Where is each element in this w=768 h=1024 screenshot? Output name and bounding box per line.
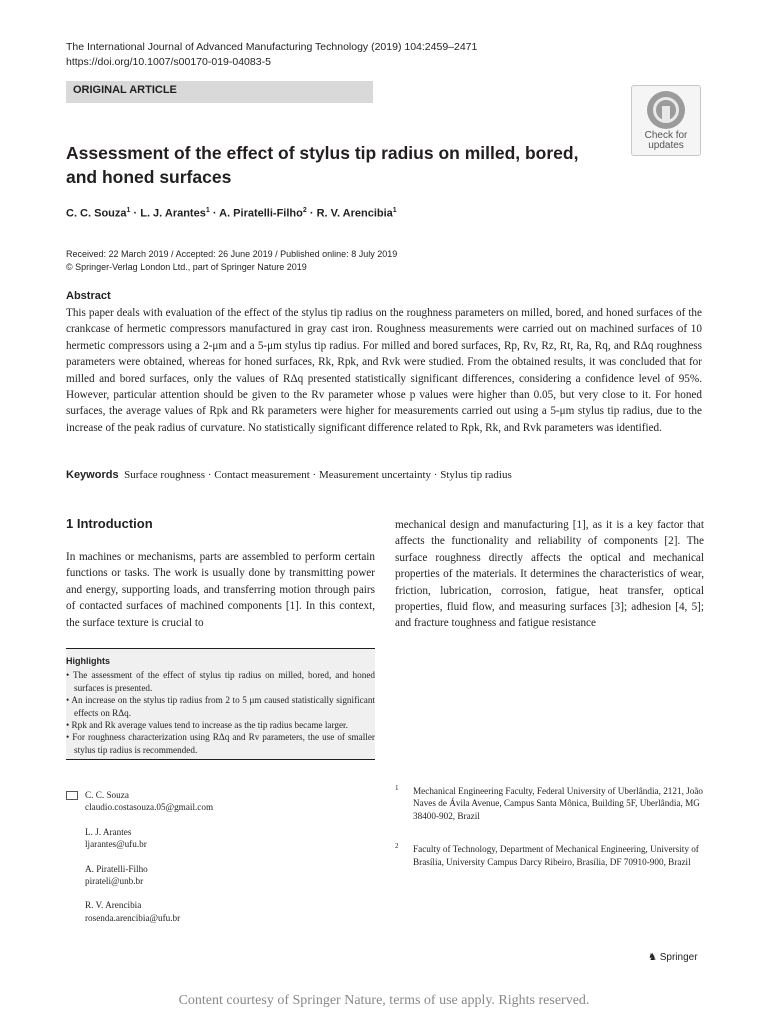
affiliation-entry — [395, 785, 705, 822]
author-name[interactable]: R. V. Arencibia — [316, 207, 393, 220]
check-for-updates-badge[interactable] — [631, 85, 701, 156]
check-label-2: updates — [648, 140, 684, 151]
doi-link[interactable]: https://doi.org/10.1007/s00170-019-04083-5 — [66, 56, 271, 68]
journal-citation: The International Journal of Advanced Manufacturing Technology (2019) 104:2459–2471 — [66, 41, 478, 53]
contact-name: C. C. Souza — [85, 790, 129, 800]
copyright-line: © Springer-Verlag London Ltd., part of Springer Nature 2019 — [66, 262, 307, 272]
contact-email[interactable]: ljarantes@ufu.br — [85, 839, 147, 850]
crossmark-icon — [647, 91, 685, 129]
journal-header — [66, 40, 477, 70]
highlight-item: • For roughness characterization using RΔq and Rv parameters, the use of smaller stylus tip radius is recommended. — [66, 732, 375, 755]
footer-notice: Content courtesy of Springer Nature, terms of use apply. Rights reserved. — [178, 993, 590, 1008]
contact-email[interactable]: pirateli@unb.br — [85, 876, 144, 887]
author-list: C. C. Souza$^1$ · L. J. Arantes$^1$ · A. Piratelli-Filho$^2$ · R. V. Arencibia$^1$ — [66, 207, 397, 220]
affiliation-text: Mechanical Engineering Faculty, Federal University of Uberlândia, 2121, João Naves de Ávila Avenue, Campus Santa Mônica, Building 5F, Uberlândia, MG 38400-902, Brazil — [413, 786, 703, 821]
intro-paragraph-left: In machines or mechanisms, parts are assembled to perform certain functions or tasks. The work is usually done by transmitting power and energy, supporting loads, and transferring motion through pairs of contacted surfaces of machined components [1]. In this context, the surface texture is crucial to — [66, 551, 375, 629]
dates-line: Received: 22 March 2019 / Accepted: 26 June 2019 / Published online: 8 July 2019 — [66, 249, 398, 259]
affiliation-text: Faculty of Technology, Department of Mechanical Engineering, University of Brasília, University Campus Darcy Ribeiro, Brasília, DF 70910-900, Brazil — [413, 844, 699, 867]
publication-dates — [66, 248, 397, 274]
highlight-item: • The assessment of the effect of stylus tip radius on milled, bored, and honed surfaces is presented. — [66, 670, 375, 693]
affiliation-entry — [395, 843, 705, 868]
contact-entry — [66, 899, 366, 924]
affiliations — [395, 785, 705, 882]
keywords-list: Surface roughness · Contact measurement · Measurement uncertainty · Stylus tip radius — [124, 469, 512, 481]
envelope-icon — [66, 791, 78, 800]
contact-entry — [66, 789, 366, 814]
contact-name: A. Piratelli-Filho — [85, 863, 148, 874]
contact-email[interactable]: rosenda.arencibia@ufu.br — [85, 912, 181, 923]
highlight-item: • Rpk and Rk average values tend to increase as the tip radius became larger. — [66, 720, 348, 731]
article-type-banner: ORIGINAL ARTICLE — [66, 81, 373, 103]
contact-entry — [66, 826, 366, 851]
abstract-body: This paper deals with evaluation of the effect of the stylus tip radius on the roughness parameters on milled, bored, and honed surfaces of the crankcase of hermetic compressors manufactured in gray cast iron. Roughness measurements were carried out on machined surfaces of 10 hermetic compressors using a 2-μm and a 5-μm stylus tip radius. For milled and bored surfaces, Rp, Rv, Rz, Rt, Ra, Rq, and RΔq roughness parameters were obtained, whereas for honed surfaces, Rk, Rpk, and Rvk were studied. From the obtained results, it was concluded that for milled and bored surfaces, only the values of RΔq presented statistically significant differences, considering a confidence level of 95%. However, particular attention should be given to the Rv parameter whose p values were higher than 0.05, but very close to it. For honed surfaces, the average values of Rpk and Rk parameters were higher for measurements carried out using a 5-μm stylus tip radius, due to the increase of the peak radius of curvature. No statistically significant difference related to Rpk, Rk, and Rvk parameters was identified. — [66, 307, 702, 434]
intro-paragraph-right: mechanical design and manufacturing [1], as it is a key factor that affects the functionality and reliability of components [2]. The surface roughness directly affects the optical and mechanical properties of the materials. It determines the characteristics of wear, friction, lubrication, corrosion, fatigue, heat transfer, optical properties, fluid flow, and measuring surfaces [3]; adhesion [4, 5]; and fracture toughness and fatigue resistance — [395, 519, 704, 630]
contact-name: L. J. Arantes — [85, 826, 132, 837]
contact-name: R. V. Arencibia — [85, 900, 142, 911]
author-name[interactable]: A. Piratelli-Filho — [219, 207, 303, 220]
author-contacts — [66, 789, 366, 936]
keywords-label: Keywords — [66, 469, 119, 481]
contact-email[interactable]: claudio.costasouza.05@gmail.com — [85, 802, 214, 813]
publisher-logo: ♞ Springer — [648, 952, 698, 963]
springer-horse-icon: ♞ — [648, 952, 657, 963]
affiliation-number: 1 — [395, 784, 399, 792]
author-name[interactable]: L. J. Arantes — [140, 207, 206, 220]
article-title: Assessment of the effect of stylus tip radius on milled, bored, and honed surfaces — [66, 143, 579, 187]
contact-entry — [66, 863, 366, 888]
check-label-1: Check for — [644, 130, 688, 141]
highlights-box — [66, 648, 375, 760]
highlight-item: • An increase on the stylus tip radius from 2 to 5 μm caused statistically significant effects on RΔq. — [66, 695, 375, 718]
affiliation-number: 2 — [395, 842, 399, 851]
copyright-icon: © — [66, 262, 73, 272]
keywords — [66, 469, 512, 481]
abstract-heading: Abstract — [66, 290, 111, 302]
author-name[interactable]: C. C. Souza — [66, 207, 127, 220]
highlights-heading: Highlights — [66, 656, 110, 666]
section-heading-introduction: 1 Introduction — [66, 516, 153, 531]
